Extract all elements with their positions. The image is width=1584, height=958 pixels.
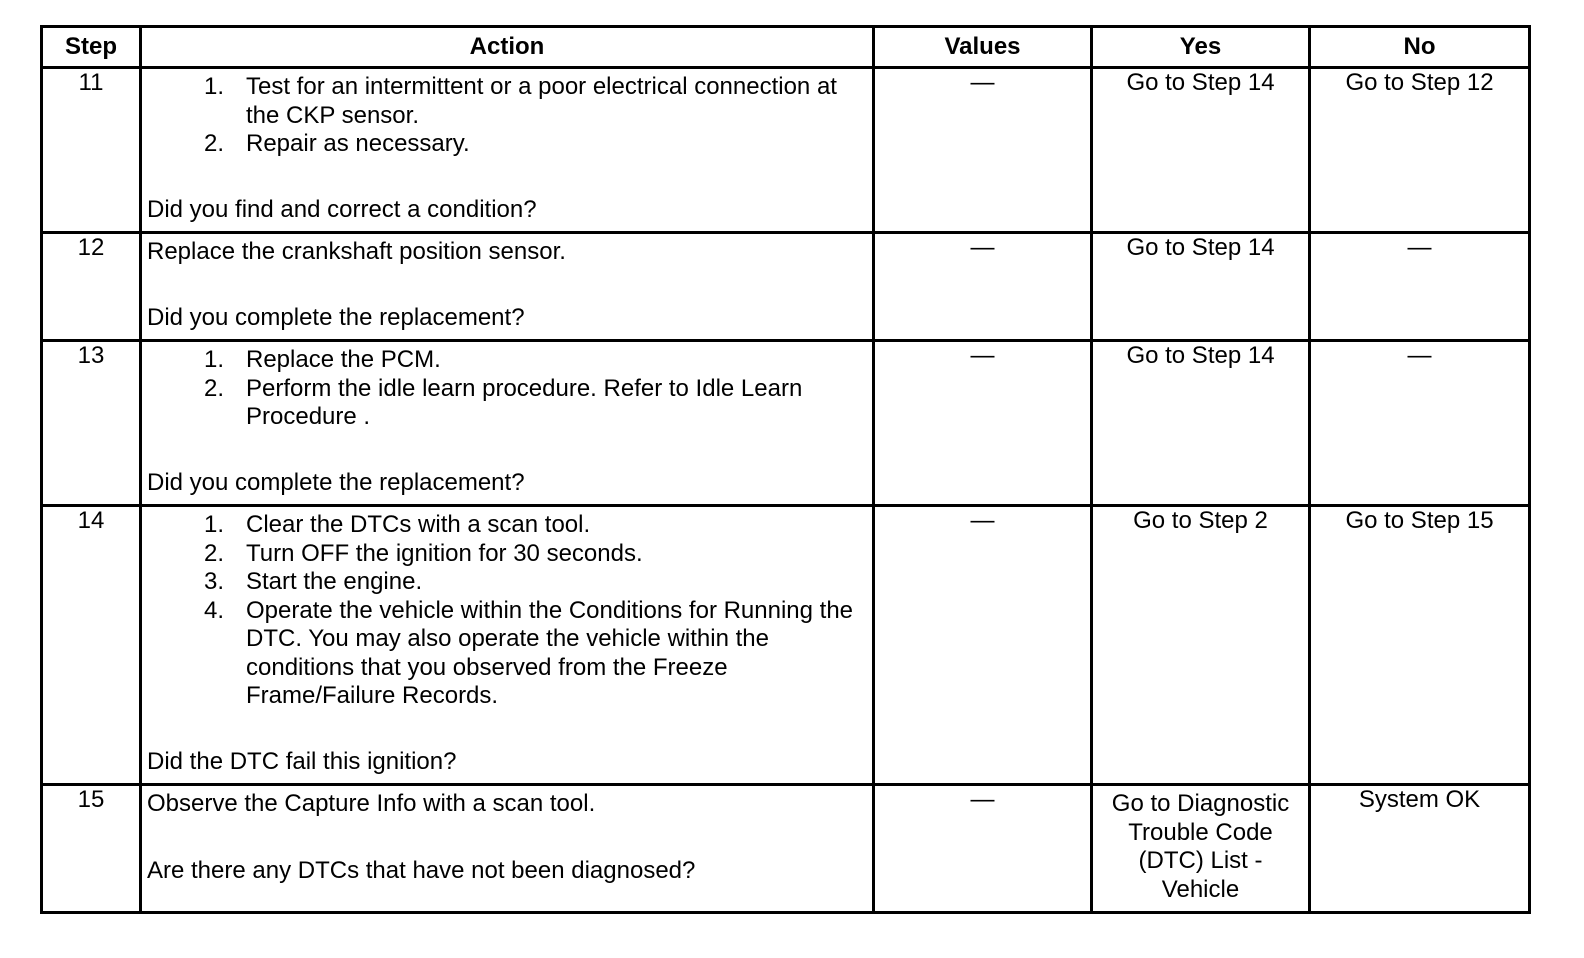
list-item: 1. Clear the DTCs with a scan tool. [203, 511, 591, 538]
table-row [42, 68, 1530, 233]
no-link[interactable]: Go to Step 12 [1310, 68, 1530, 233]
no-value: — [1310, 341, 1530, 506]
yes-link-text[interactable]: Go to Diagnostic Trouble Code (DTC) List - Vehicle [1111, 790, 1290, 903]
action-cell [141, 341, 874, 506]
list-item: 2. Perform the idle learn procedure. Refer to Idle Learn Procedure . [203, 374, 803, 430]
action-cell [141, 233, 874, 341]
values-cell: — [874, 68, 1092, 233]
yes-link[interactable] [1092, 785, 1310, 913]
header-yes: Yes [1092, 27, 1310, 68]
list-item: 2. Repair as necessary. [203, 130, 470, 157]
action-list [147, 73, 866, 159]
action-question: Did the DTC fail this ignition? [147, 747, 457, 775]
action-cell [141, 506, 874, 785]
list-item: 2. Turn OFF the ignition for 30 seconds. [203, 539, 643, 567]
table-row [42, 341, 1530, 506]
no-value: System OK [1310, 785, 1530, 913]
yes-link[interactable]: Go to Step 14 [1092, 341, 1310, 506]
yes-link[interactable]: Go to Step 14 [1092, 68, 1310, 233]
action-cell [141, 68, 874, 233]
action-list [147, 511, 866, 711]
step-number: 11 [42, 68, 141, 233]
yes-link[interactable]: Go to Step 2 [1092, 506, 1310, 785]
action-text: Observe the Capture Info with a scan tool. [147, 790, 596, 817]
header-no: No [1310, 27, 1530, 68]
list-item: 1. Replace the PCM. [203, 346, 441, 373]
action-cell [141, 785, 874, 913]
action-question: Are there any DTCs that have not been diagnosed? [147, 856, 696, 884]
step-number: 15 [42, 785, 141, 913]
yes-link[interactable]: Go to Step 14 [1092, 233, 1310, 341]
action-question: Did you find and correct a condition? [147, 195, 537, 223]
header-values: Values [874, 27, 1092, 68]
action-question: Did you complete the replacement? [147, 303, 525, 331]
values-cell: — [874, 233, 1092, 341]
action-list [147, 346, 866, 432]
list-item: 4. Operate the vehicle within the Conditions for Running the DTC. You may also operate the vehicle within the conditions that you observed from the Freeze Frame/Failure Records. [203, 596, 854, 709]
action-question: Did you complete the replacement? [147, 468, 525, 496]
values-cell: — [874, 341, 1092, 506]
list-item: 1. Test for an intermittent or a poor electrical connection at the CKP sensor. [203, 73, 837, 129]
header-row [42, 27, 1530, 68]
header-action: Action [141, 27, 874, 68]
table-row [42, 506, 1530, 785]
no-value: — [1310, 233, 1530, 341]
table-row [42, 785, 1530, 913]
header-step: Step [42, 27, 141, 68]
step-number: 14 [42, 506, 141, 785]
action-text: Replace the crankshaft position sensor. [147, 238, 566, 265]
no-link[interactable]: Go to Step 15 [1310, 506, 1530, 785]
step-number: 12 [42, 233, 141, 341]
step-number: 13 [42, 341, 141, 506]
list-item: 3. Start the engine. [203, 568, 423, 595]
values-cell: — [874, 785, 1092, 913]
diagnostic-steps-table [40, 25, 1531, 914]
values-cell: — [874, 506, 1092, 785]
table-row [42, 233, 1530, 341]
